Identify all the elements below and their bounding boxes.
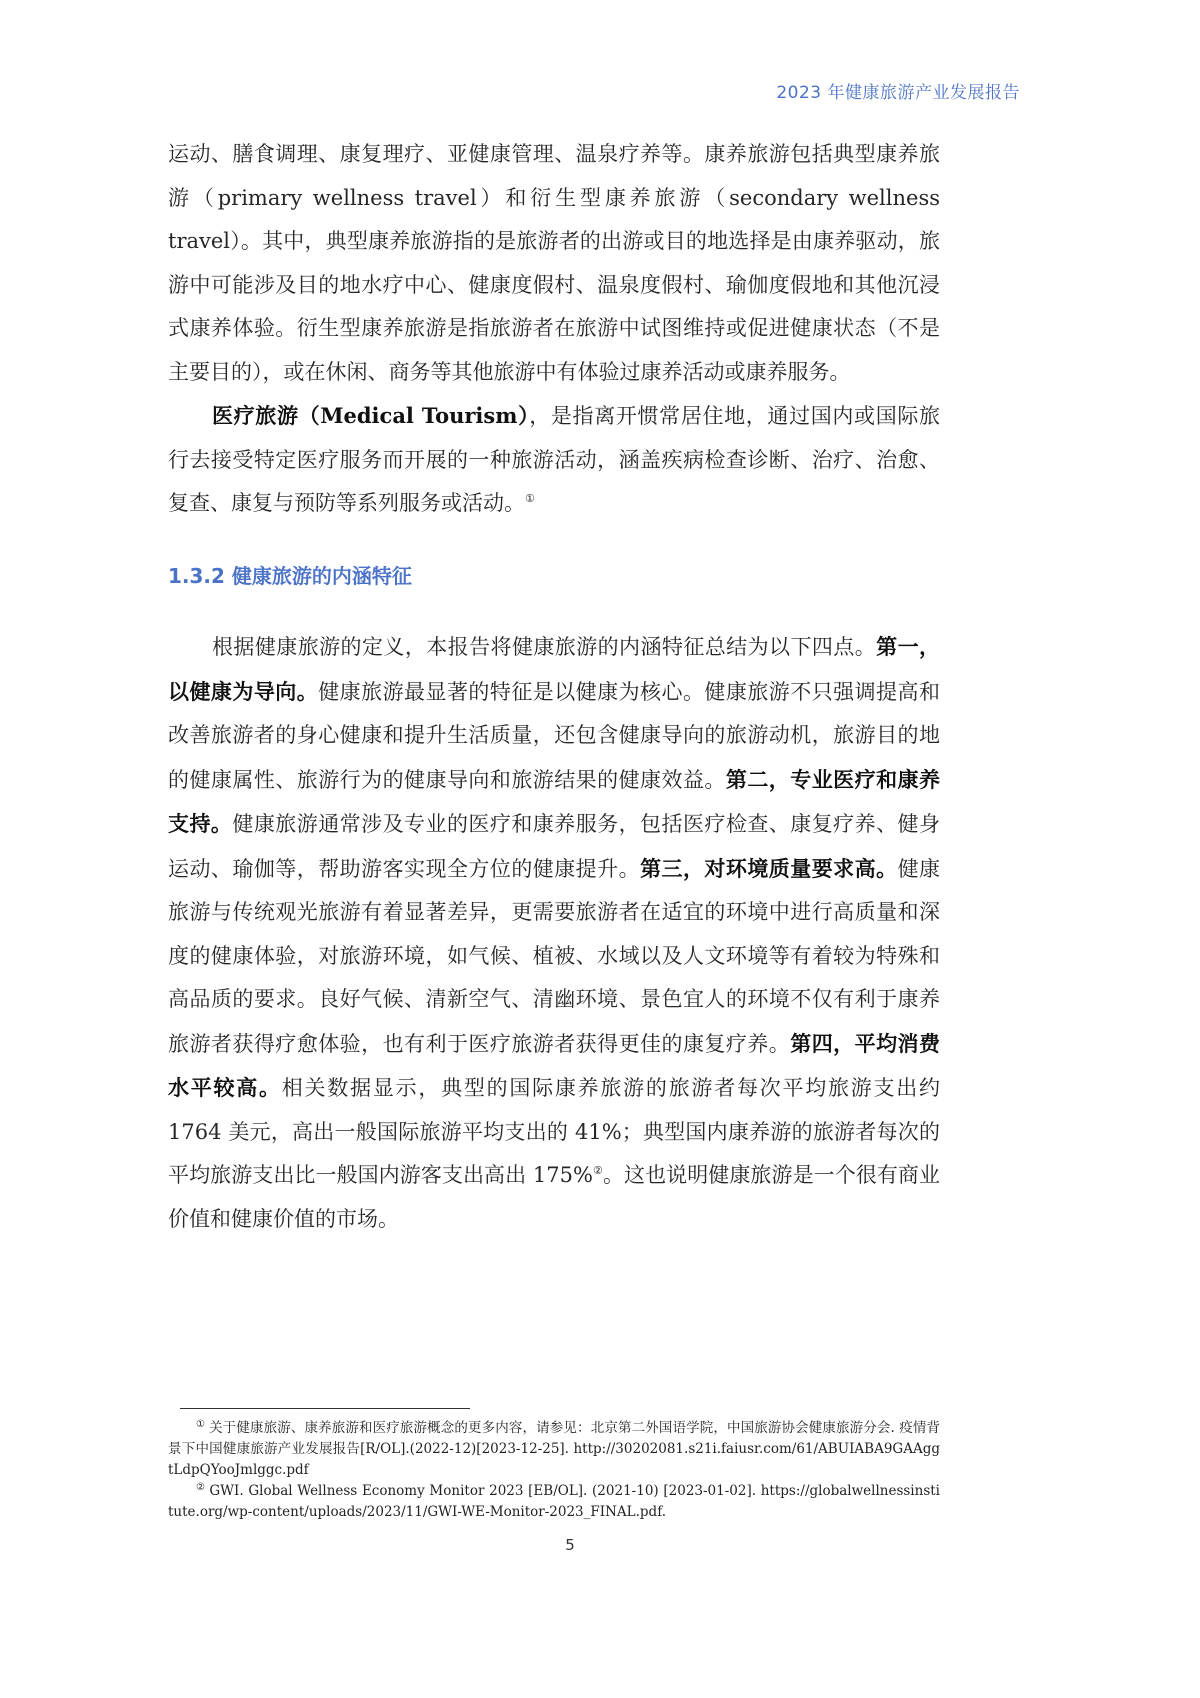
page-number: 5 <box>565 1536 575 1554</box>
section-heading: 1.3.2 健康旅游的内涵特征 <box>168 564 412 588</box>
wellness-travel-paragraph: 运动、膳食调理、康复理疗、亚健康管理、温泉疗养等。康养旅游包括典型康养旅游（primary wellness travel）和衍生型康养旅游（secondary wellness travel）。其中，典型康养旅游指的是旅游者的出游或目的地选择是由康养驱动，旅游中可能涉及目的地水疗中心、健康度假村、温泉度假村、瑜伽度假地和其他沉浸式康养体验。衍生型康养旅游是指旅游者在旅游中试图维持或促进健康状态（不是主要目的），或在休闲、商务等其他旅游中有体验过康养活动或康养服务。 <box>168 142 940 384</box>
feature-4-text-a: 相关数据显示，典型的国际康养旅游的旅游者每次平均旅游支出约 1764 美元，高出一般国际旅游平均支出的 41%；典型国内康养游的旅游者每次的平均旅游支出比一般国内游客支出高出 175% <box>168 1076 941 1187</box>
medical-tourism-paragraph <box>168 394 940 526</box>
feature-2-title: 第二，专业医疗和康养支持。 <box>168 766 941 836</box>
definition-paragraphs <box>168 133 940 526</box>
feature-1-text: 健康旅游最显著的特征是以健康为核心。健康旅游不只强调提高和改善旅游者的身心健康和提升生活质量，还包含健康导向的旅游动机，旅游目的地的健康属性、旅游行为的健康导向和旅游结果的健康效益。 <box>168 679 941 792</box>
feature-3-title: 第三，对环境质量要求高。 <box>640 855 898 881</box>
medical-tourism-definition: ，是指离开惯常居住地，通过国内或国际旅行去接受特定医疗服务而开展的一种旅游活动，涵盖疾病检查诊断、治疗、治愈、复查、康复与预防等系列服务或活动。 <box>168 404 940 515</box>
feature-3-text: 健康旅游与传统观光旅游有着显著差异，更需要旅游者在适宜的环境中进行高质量和深度的健康体验，对旅游环境，如气候、植被、水域以及人文环境等有着较为特殊和高品质的要求。良好气候、清新空气、清幽环境、景色宜人的环境不仅有利于康养旅游者获得疗愈体验，也有利于医疗旅游者获得更佳的康复疗养。 <box>168 856 941 1056</box>
features-section <box>168 625 940 1241</box>
feature-2-text: 健康旅游通常涉及专业的医疗和康养服务，包括医疗检查、康复疗养、健身运动、瑜伽等，帮助游客实现全方位的健康提升。 <box>168 812 941 881</box>
footnote-2-mark: ② <box>196 1481 206 1493</box>
feature-4-title: 第四，平均消费水平较高。 <box>168 1030 941 1100</box>
feature-1-title: 第一，以健康为导向。 <box>168 634 941 704</box>
medical-tourism-term: 医疗旅游（Medical Tourism） <box>212 403 530 428</box>
footnote-ref-2[interactable]: ② <box>592 1164 603 1177</box>
footnotes <box>168 1418 940 1523</box>
footnote-1-mark: ① <box>196 1418 206 1430</box>
running-header: 2023 年健康旅游产业发展报告 <box>776 83 1020 103</box>
footnote-2 <box>168 1481 940 1523</box>
features-intro: 根据健康旅游的定义，本报告将健康旅游的内涵特征总结为以下四点。 <box>212 635 877 659</box>
footnote-2-text[interactable]: GWI. Global Wellness Economy Monitor 2023 [EB/OL]. (2021-10) [2023-01-02]. https://globalwellnessinstitute.org/wp-content/uploads/2023/11/GWI-WE-Monitor-2023_FINAL.pdf. <box>168 1483 940 1520</box>
features-paragraph <box>168 625 940 1241</box>
footnote-1 <box>168 1418 940 1481</box>
feature-4-text-b: 。这也说明健康旅游是一个很有商业价值和健康价值的市场。 <box>168 1163 940 1231</box>
footnote-ref-1[interactable]: ① <box>525 492 535 505</box>
footnote-1-text[interactable]: 关于健康旅游、康养旅游和医疗旅游概念的更多内容，请参见：北京第二外国语学院，中国旅游协会健康旅游分会. 疫情背景下中国健康旅游产业发展报告[R/OL].(2022-12)[2023-12-25]. http://30202081.s21i.faiusr.com/61/ABUIABA9GAAggtLdpQYooJmlggc.pdf <box>168 1420 940 1478</box>
footnote-divider <box>180 1408 470 1409</box>
